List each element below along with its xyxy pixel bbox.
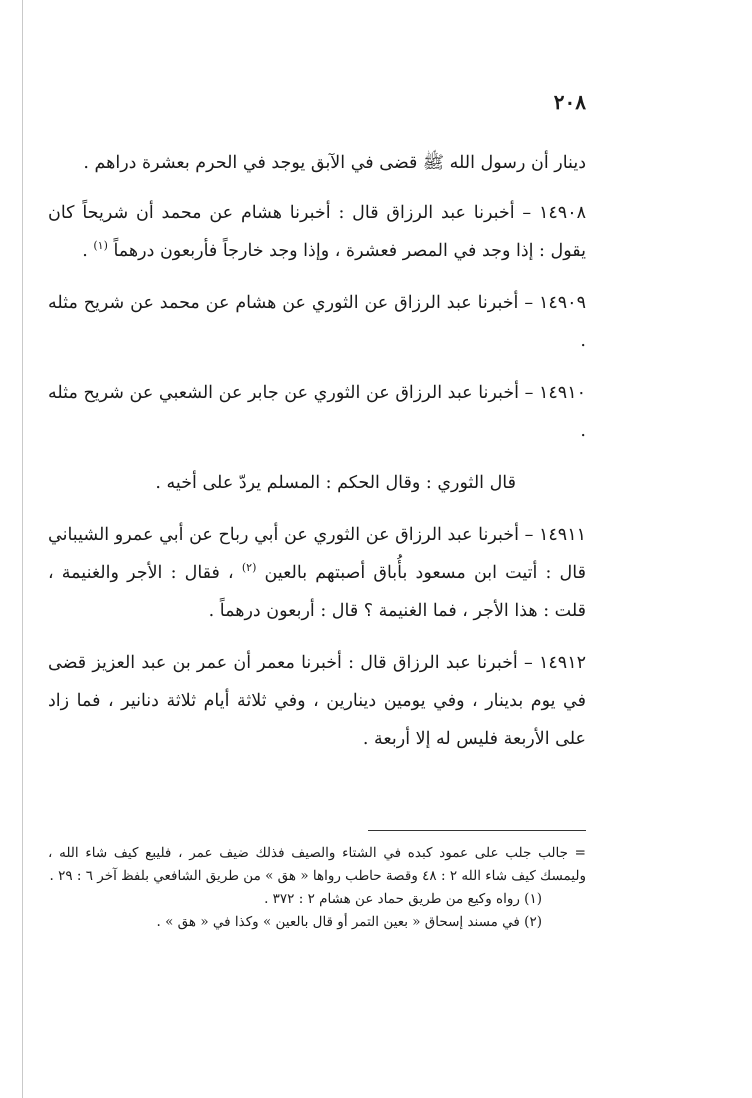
hadith-14912 [48, 644, 586, 758]
hadith-14908 [48, 194, 586, 270]
footnote-marker[interactable]: (١) [93, 239, 108, 253]
hadith-number: ١٤٩١١ [539, 525, 586, 545]
footnote-item-2: (٢) في مسند إسحاق « بعين التمر أو قال بالعين » وكذا في « هق » . [156, 914, 542, 930]
interjection-line: قال الثوري : وقال الحكم : المسلم يردّ على أخيه . [155, 473, 516, 493]
hadith-text: – أخبرنا عبد الرزاق عن الثوري عن هشام عن محمد عن شريح مثله . [48, 293, 586, 351]
hadith-14910 [48, 374, 586, 450]
footnote-continuation: = جالب جلب على عمود كبده في الشتاء والصيف فذلك ضيف عمر ، فليبع كيف شاء الله ، وليمسك كيف شاء الله ٢ : ٤٨ وقصة حاطب رواها « هق » من طريق الشافعي بلفظ آخر ٦ : ٢٩ . [48, 845, 586, 884]
book-page [48, 0, 586, 1098]
hadith-text-continued: ، فقال : الأجر والغنيمة ، قلت : هذا الأجر ، فما الغنيمة ؟ قال : أربعون درهماً . [48, 563, 586, 621]
footnote-divider [368, 830, 586, 831]
page-number: ٢٠٨ [553, 90, 586, 114]
hadith-14911 [48, 516, 586, 630]
hadith-text: – أخبرنا عبد الرزاق عن الثوري عن جابر عن الشعبي عن شريح مثله . [48, 383, 586, 441]
binding-margin-line [22, 0, 23, 1098]
footnotes [48, 842, 586, 934]
main-text [48, 144, 586, 772]
hadith-number: ١٤٩٠٨ [539, 203, 586, 223]
opening-line: دينار أن رسول الله ﷺ قضى في الآبق يوجد في الحرم بعشرة دراهم . [83, 153, 586, 173]
hadith-14909 [48, 284, 586, 360]
hadith-text: – أخبرنا عبد الرزاق عن الثوري عن أبي رباح عن أبي عمرو الشيباني قال : أتيت ابن مسعود بأُباق أصبتهم بالعين [48, 525, 586, 583]
hadith-tail: . [82, 241, 94, 261]
footnote-marker[interactable]: (٢) [241, 561, 257, 575]
hadith-number: ١٤٩١٢ [539, 653, 586, 673]
hadith-number: ١٤٩٠٩ [538, 293, 586, 313]
hadith-text: – أخبرنا عبد الرزاق قال : أخبرنا معمر أن عمر بن عبد العزيز قضى في يوم بدينار ، وفي يومين دينارين ، وفي ثلاثة أيام ثلاثة دنانير ، فما زاد على الأربعة فليس له إلا أربعة . [48, 653, 586, 749]
footnote-item-1: (١) رواه وكيع من طريق حماد عن هشام ٢ : ٣٧٢ . [264, 891, 542, 907]
hadith-number: ١٤٩١٠ [539, 383, 586, 403]
hadith-text: – أخبرنا عبد الرزاق قال : أخبرنا هشام عن محمد أن شريحاً كان يقول : إذا وجد في المصر فعشرة ، وإذا وجد خارجاً فأربعون درهماً [48, 203, 586, 261]
